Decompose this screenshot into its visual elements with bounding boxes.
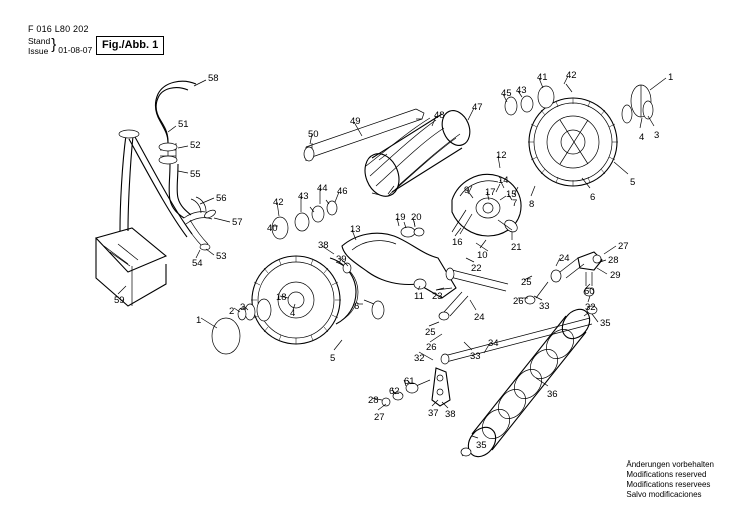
callout-number: 6 [590,192,596,203]
callout-number: 32 [414,353,425,364]
callout-number: 36 [547,389,558,400]
footer-line-de: Änderungen vorbehalten [626,460,714,469]
callout-number: 16 [452,237,463,248]
brace-glyph: } [51,36,57,53]
callout-number: 58 [208,73,219,84]
callout-number: 55 [190,169,201,180]
label-issue: Issue [28,46,49,56]
callout-number: 41 [537,72,548,83]
callout-number: 25 [425,327,436,338]
callout-number: 47 [472,102,483,113]
callout-number: 5 [630,177,636,188]
callout-number: 40 [267,223,278,234]
callout-number: 2 [229,306,235,317]
callout-number: 24 [559,253,570,264]
figure-label: Fig./Abb. 1 [96,36,164,55]
callout-number: 26 [426,342,437,353]
callout-number: 27 [618,241,629,252]
callout-number: 48 [434,110,445,121]
callout-number: 42 [273,197,284,208]
callout-number: 54 [192,258,203,269]
callout-number: 3 [240,302,246,313]
callout-number: 13 [350,224,361,235]
footer-line-es: Salvo modificaciones [626,490,702,499]
callout-number: 5 [330,353,336,364]
callout-number: 17 [485,187,496,198]
callout-number: 52 [190,140,201,151]
callout-number: 22 [471,263,482,274]
callout-number: 18 [276,292,287,303]
issue-date: 01-08-07 [58,45,93,55]
callout-number: 20 [411,212,422,223]
callout-number: 46 [337,186,348,197]
callout-number: 1 [196,315,202,326]
callout-number: 53 [216,251,227,262]
callout-number: 35 [600,318,611,329]
callout-number: 33 [470,351,481,362]
callout-number: 25 [521,277,532,288]
label-stand: Stand [28,36,51,46]
footer-line-en: Modifications reserved [626,470,707,479]
callout-number: 49 [350,116,361,127]
callout-number: 39 [336,254,347,265]
part-number: F 016 L80 202 [28,24,89,34]
callout-number: 28 [608,255,619,266]
callout-number: 29 [610,270,621,281]
callout-number: 11 [414,291,424,302]
callout-number: 15 [506,189,517,200]
callout-number: 14 [498,175,509,186]
callout-number: 26 [513,296,524,307]
callout-number: 4 [639,132,645,143]
callout-number: 43 [298,191,309,202]
callout-number: 1 [668,72,674,83]
callout-number: 56 [216,193,227,204]
callout-number: 12 [496,150,507,161]
callout-number: 27 [374,412,385,423]
callout-number: 35 [476,440,487,451]
callout-number: 50 [308,129,319,140]
callout-number: 7 [512,198,518,209]
callout-number: 57 [232,217,243,228]
callout-number: 38 [445,409,456,420]
footer-line-fr: Modifications reservees [626,480,711,489]
callout-number: 51 [178,119,189,130]
callout-number: 61 [404,376,415,387]
callout-number: 6 [354,301,360,312]
callout-number: 8 [529,199,535,210]
callout-number: 38 [318,240,329,251]
callout-number: 62 [389,386,400,397]
callout-number: 9 [464,185,470,196]
callout-number: 42 [566,70,577,81]
callout-number: 60 [584,286,595,297]
callout-number: 3 [654,130,660,141]
callout-number: 24 [474,312,485,323]
callout-number: 4 [290,308,296,319]
callout-number: 32 [585,302,596,313]
callout-number: 21 [511,242,522,253]
footer-disclaimer [626,460,714,500]
callout-number: 43 [516,85,527,96]
callout-number: 23 [432,291,443,302]
callout-number: 33 [539,301,550,312]
callout-number: 28 [368,395,379,406]
callout-number: 19 [395,212,406,223]
callout-number: 44 [317,183,328,194]
callout-number: 34 [488,338,499,349]
callout-number: 37 [428,408,439,419]
callout-number: 45 [501,88,512,99]
callout-number: 10 [477,250,488,261]
callout-number: 59 [114,295,125,306]
